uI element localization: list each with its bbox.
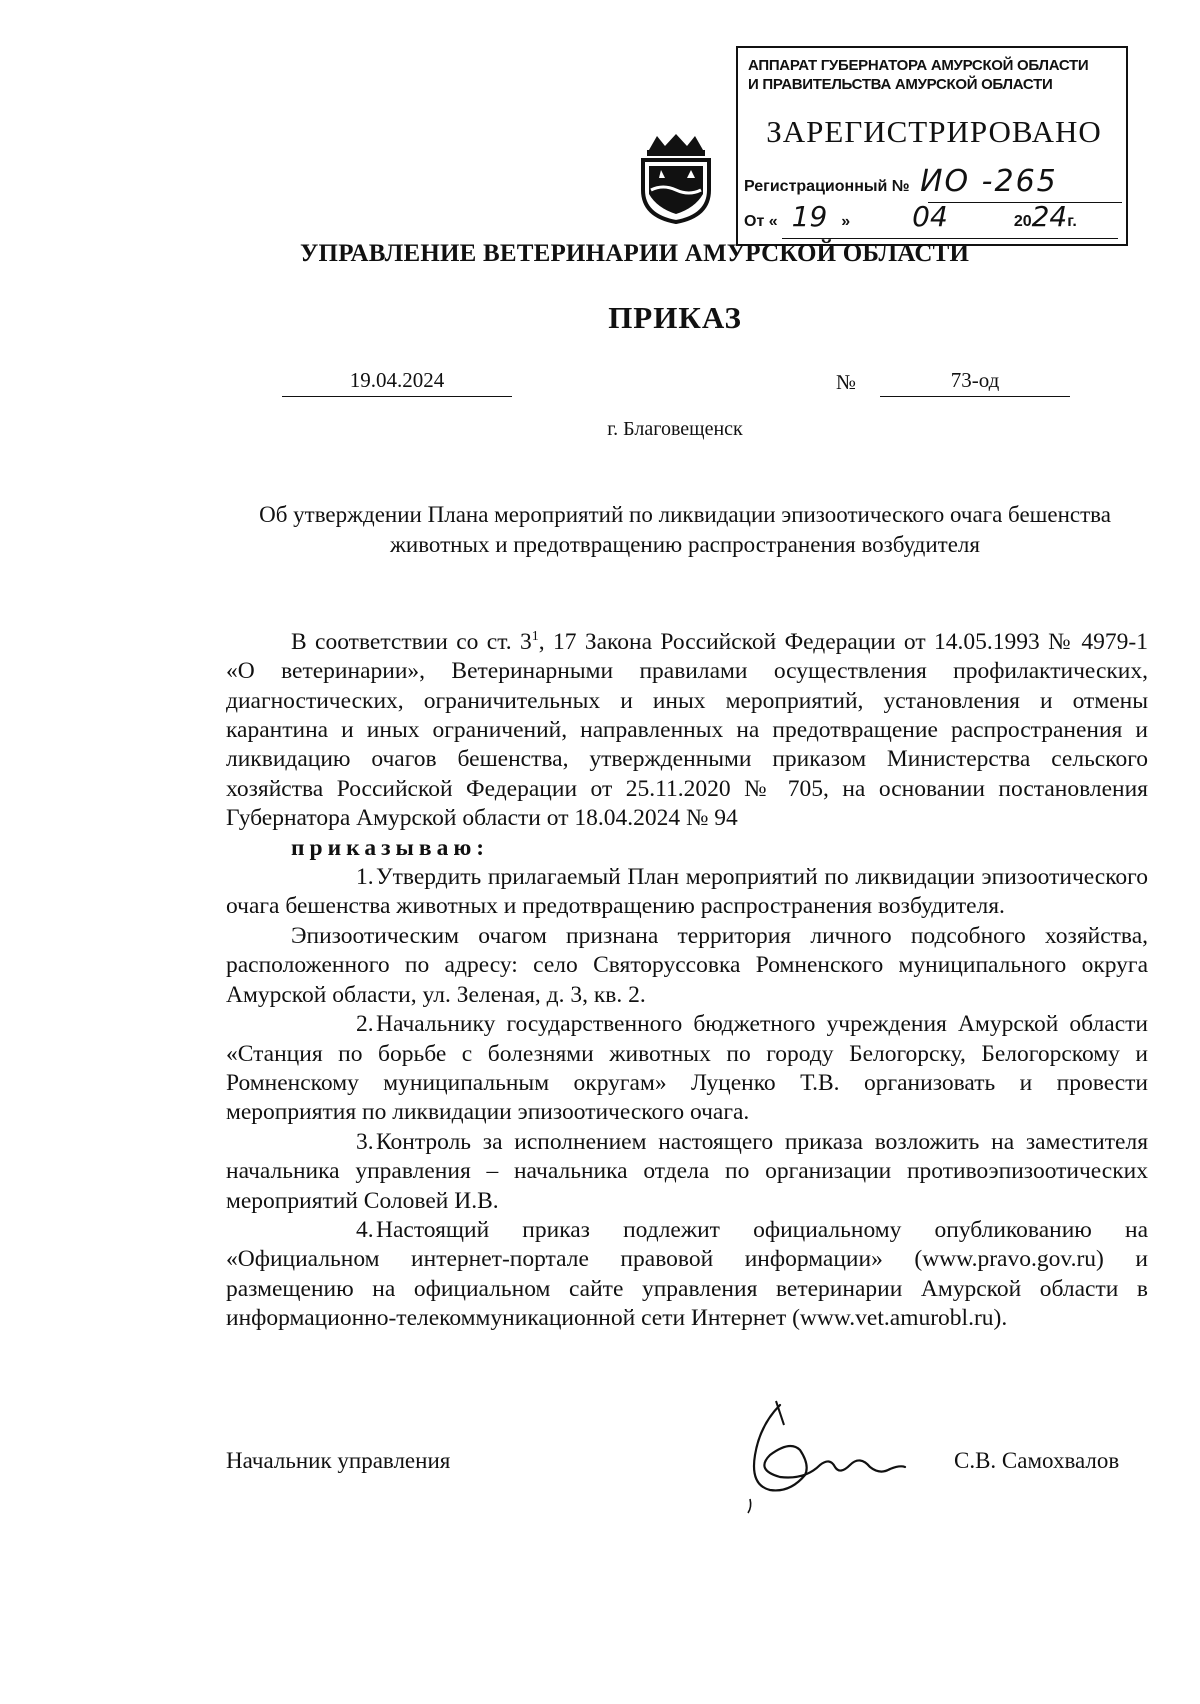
stamp-date-month: 04 (912, 200, 948, 233)
document-body (226, 622, 1148, 1334)
stamp-reg-number-line: Регистрационный № ИО -265 (744, 164, 1058, 199)
list-item: 4. Настоящий приказ подлежит официальному опубликованию на «Официальном интернет-портале правовой информации» (www.pravo.gov.ru) и размещению на официальном сайте управления ветеринарии Амурской области в информационно-телекоммуникационной сети Интернет (www.vet.amurobl.ru). (226, 1216, 1148, 1332)
list-item: 1. Утвердить прилагаемый План мероприятий по ликвидации эпизоотического очага бешенства животных и предотвращению распространения возбудителя. (226, 864, 1148, 920)
stamp-reg-number: ИО -265 (920, 164, 1058, 199)
stamp-organization: АППАРАТ ГУБЕРНАТОРА АМУРСКОЙ ОБЛАСТИ И ПРАВИТЕЛЬСТВА АМУРСКОЙ ОБЛАСТИ (748, 57, 1089, 93)
list-item: 2. Начальнику государственного бюджетного учреждения Амурской области «Станция по борьбе с болезнями животных по городу Белогорску, Белогорскому и Ромненскому муниципальным округам» Луценко Т.В. организовать и провести мероприятия по ликвидации эпизоотического очага. (226, 1011, 1148, 1126)
document-city: г. Благовещенск (607, 418, 743, 440)
document-subject: Об утверждении Плана мероприятий по ликвидации эпизоотического очага бешенства животных и предотвращению распространения возбудителя (259, 502, 1111, 557)
page-title: ПРИКАЗ (608, 300, 742, 335)
stamp-date-year: 24 (1031, 200, 1068, 233)
organization-heading: УПРАВЛЕНИЕ ВЕТЕРИНАРИИ АМУРСКОЙ ОБЛАСТИ (300, 240, 970, 267)
stamp-date-day: 19 (791, 200, 828, 233)
registration-stamp (736, 46, 1128, 246)
list-item: 3. Контроль за исполнением настоящего приказа возложить на заместителя начальника управления – начальника отдела по организации противоэпизоотических мероприятий Соловей И.В. (226, 1128, 1148, 1214)
document-number: 73-од (880, 368, 1070, 397)
list-item: Эпизоотическим очагом признана территория личного подсобного хозяйства, расположенного по адресу: село Святоруссовка Ромненского муниципального округа Амурской области, ул. Зеленая, д. 3, кв. 2. (226, 922, 1148, 1008)
coat-of-arms-icon (635, 132, 717, 229)
handwritten-signature (710, 1395, 910, 1520)
number-sign: № (836, 370, 857, 394)
stamp-date-line: От « 19 » 04 2024г. (744, 200, 1077, 233)
decree-word: приказываю: (291, 834, 490, 861)
signatory-title: Начальник управления (226, 1448, 451, 1473)
preamble: В соответствии со ст. $3^1$, 17 Закона Российской Федерации от 14.05.1993 № 4979-1 «О ветеринарии», Ветеринарными правилами осуществления профилактических, диагностических, ограничительных и иных мероприятий, установления и отмены карантина и иных ограничений, направленных на предотвращение распространения и ликвидацию очагов бешенства, утвержденными приказом Министерства сельского хозяйства Российской Федерации от 25.11.2020 № 705, на основании постановления Губернатора Амурской области от 18.04.2024 № 94 (226, 628, 1149, 832)
signatory-name: С.В. Самохвалов (954, 1448, 1120, 1473)
stamp-registered: ЗАРЕГИСТРИРОВАНО (766, 114, 1102, 149)
document-date: 19.04.2024 (282, 368, 512, 397)
